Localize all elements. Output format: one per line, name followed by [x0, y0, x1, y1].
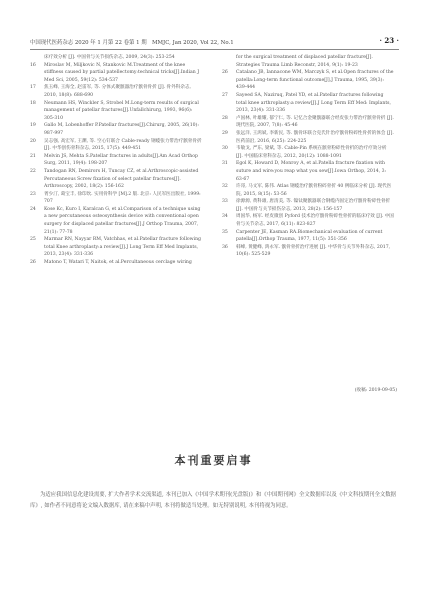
- reference-item: [30, 206, 202, 236]
- reference-item: [222, 160, 394, 183]
- reference-item: [30, 191, 202, 206]
- reference-number: 18: [30, 100, 36, 106]
- reference-number: 31: [222, 161, 228, 167]
- references-left-column: [30, 54, 202, 267]
- reference-number: 17: [30, 85, 36, 91]
- reference-text: Matono T, Watari T, Naitok, et al.Percultaneous cerclage wiring: [44, 260, 192, 266]
- page-number: · 23 ·: [379, 36, 399, 45]
- reference-number: 26: [222, 70, 228, 76]
- reference-item: [30, 62, 202, 85]
- reference-text: 徐源源, 黄科雄, 唐清美, 等. 镍钛聚髌器联合钢缆内固定治疗髌骨粉碎性骨折 [J]. 中国骨与关节损伤杂志, 2013, 28(2): 156-157: [236, 199, 391, 212]
- reference-number: 28: [222, 115, 228, 121]
- reference-text: 焦玉峰, 王海全, 赵雷军, 等. 分体式聚髌器治疗髌骨骨折 [J]. 骨外科杂志, 2010, 18(8): 688-690: [44, 85, 191, 98]
- reference-text: Egol K, Howard D, Monroy A, et al.Patella fracture fixation with suture and wire:you reap what you sew[J].Iowa Orthop, 2014, 3: 63-67: [236, 161, 387, 182]
- reference-item: [30, 259, 202, 267]
- reference-item: [222, 69, 394, 92]
- reference-number: 21: [30, 153, 36, 159]
- reference-text: 卢国林, 叶雄耀, 郁宁仁, 等. 记忆合金聚髌器联合经皮张力带治疗髌骨骨折 [J]. 现代医院, 2007, 7(8): 45-46: [236, 115, 394, 129]
- running-header: [30, 36, 399, 48]
- reference-item: [222, 130, 394, 145]
- notice-body: 为适应我国信息化建设需要, 扩大作者学术交流渠道, 本刊已加入《中国学术期刊(光盘版)》和《中国期刊网》全文数据库以及《中文科技期刊全文数据库》, 如作者不同意将论文编入数据库, 请在来稿中声明, 本刊将做适当处理。如无特别说明, 本刊将视为同意。: [30, 492, 397, 510]
- reference-text: 周国华, 杨军. 经皮微创 Pyford 技术治疗髌骨粉碎性骨折的临床疗效 [J]. 中国骨与关节杂志, 2017, 6(11): 823-827: [236, 214, 394, 228]
- reference-item: [30, 100, 202, 123]
- reference-item: [222, 213, 394, 228]
- reference-text: 许哥, 马文军, 陈伟. Atlas 钢缆治疗髌骨粉碎骨折 40 例临床分析 [J]. 现代医院, 2015, 8(15): 53-56: [236, 184, 392, 197]
- reference-number: 23: [30, 191, 36, 197]
- reference-item: [222, 229, 394, 244]
- reference-text: Kose Kc, Kuro I, Karalcan G, et al.Comparison of a technique using a new percutaneous osteosynthesis device with conventional open surgery for displaced patellar fractures[J].J Orthop Trauma, 2007, 21(1): 77-78: [44, 206, 201, 235]
- reference-number: 30: [222, 146, 228, 152]
- reference-text: Melvin JS, Mehta S.Patellar fractures in adults[J].Am Acad Orthop Surg, 2011, 19(4): 198-207: [44, 153, 198, 167]
- reference-text: Catalano JB, Iannacone WM, Marczyk S, et al.Open fractures of the patella:Long-term functional outcome[J].J Trauma, 1995, 39(3): 439-444: [236, 70, 394, 91]
- reference-number: 26: [30, 260, 36, 266]
- reference-item: [30, 122, 202, 137]
- reference-number: 25: [30, 237, 36, 243]
- notice-title: 本刊重要启事: [174, 454, 253, 467]
- references-right-column: [222, 54, 394, 259]
- reference-text: for the surgical treatment of displaced patellar fracture[J]. Strategies Trauma Limb Reconstr, 2014, 9(1): 19-23: [236, 55, 373, 68]
- reference-item: [222, 145, 394, 160]
- reference-text: 韦敏戈, 严东, 梁斌, 等. Cable-Pin 系统在髌骨粉碎性骨折的治疗疗效分析 [J]. 中国临床骨科杂志, 2012, 20(12): 1088-1091: [236, 146, 387, 159]
- reference-item: [222, 244, 394, 259]
- reference-item: [30, 84, 202, 99]
- reference-number: 33: [222, 199, 228, 205]
- journal-header-text: 中国现代医药杂志 2020 年 1 月第 22 卷第 1 期 MMJC, Jan 2020, Vol 22, No.1: [30, 40, 234, 46]
- reference-item: [222, 92, 394, 115]
- reference-number: 16: [30, 62, 36, 68]
- reference-item: [30, 236, 202, 259]
- reference-item: [30, 54, 202, 62]
- reference-number: 19: [30, 123, 36, 129]
- reference-item: [30, 168, 202, 191]
- reference-item: [222, 183, 394, 198]
- reference-number: 22: [30, 168, 36, 174]
- reference-number: 24: [30, 206, 36, 212]
- reference-text: Carpenter JE, Kasman RA.Biomechanical evaluation of current patella[J].Orthop Trauma, 1977, 11(5): 351-356: [236, 229, 383, 243]
- reference-text: Miroslav M, Miljkovic N, Stankovic M.Treatment of the knee stiffness caused by partial patellectomy:technical tricks[J].Indian J Med Sci, 2005, 59(12): 534-537: [44, 62, 200, 83]
- reference-number: 27: [222, 92, 228, 98]
- reference-item: [30, 153, 202, 168]
- reference-item: [30, 138, 202, 153]
- reference-item: [222, 115, 394, 130]
- reference-text: Tandogan RN, Demirors H, Tuncay CZ, et al.Arthroscopic-assisted Percutaneous Screw fixation of select patellar fractures[J]. Arthroscopy, 2002, 18(2): 156-162: [44, 168, 199, 190]
- reference-number: 20: [30, 138, 36, 144]
- reference-item: [222, 54, 394, 69]
- reference-number: 29: [222, 130, 228, 136]
- reference-text: 床疗效分析 [J]. 中国骨与关节损伤杂志, 2009, 24(3): 253-254: [44, 55, 175, 60]
- reference-number: 36: [222, 244, 228, 250]
- reference-text: Marmar RN, Nayyar RM, Vatchhas, et al.Patellar fracture following total Knee arthroplasty:a review[J].J Long Term Eff Med Implants, 2013, 23(4): 331-336: [44, 237, 201, 258]
- reference-text: 张远洋, 王鸿斌, 李新民, 等. 髌骨环联合克氏针治疗髌骨粉碎性骨折的体会 [J]. 医药前沿, 2016, 6(25): 224-225: [236, 130, 394, 144]
- reference-number: 32: [222, 184, 228, 190]
- reference-number: 35: [222, 229, 228, 235]
- received-date: (收稿: 2019-09-05): [354, 388, 397, 393]
- reference-text: 胥少汀, 葛宝丰, 徐印坎. 实用骨科学 [M].2 版. 北京: 人民军医出版社, 1999: 707: [44, 191, 201, 205]
- reference-item: [222, 198, 394, 213]
- reference-number: 34: [222, 214, 228, 220]
- reference-text: 吴志强, 高宏军, 王渊, 等. 空心钉联合 Cable-ready 钢缆张力带治疗髌骨骨折 [J]. 中华创伤骨科杂志, 2015, 17(5): 449-451: [44, 138, 202, 152]
- reference-text: 韩峰, 黄健峰, 鸿永军. 髌骨骨折治疗进展 [J]. 中华骨与关节外科杂志, 2017, 10(6): 525-529: [236, 244, 391, 258]
- reference-text: Sayeed SA, Naziruq, Patel YD, et al.Patellar fractures following total knee arthroplasty:a review[J].J Long Term Eff Med: Implants, 2013, 23(4): 331-336: [236, 92, 391, 114]
- reference-text: Neumann HS, Winckler S, Strobel M.Long-term results of surgical management of patellar fractures[J].Unfallchirurg, 1993, 96(6): 305-310: [44, 100, 199, 121]
- header-divider: [30, 49, 399, 50]
- reference-text: Gallo M, Lobenhoffer P.Patellar fractures[J].Chirurg, 2005, 26(10): 987-997: [44, 123, 199, 136]
